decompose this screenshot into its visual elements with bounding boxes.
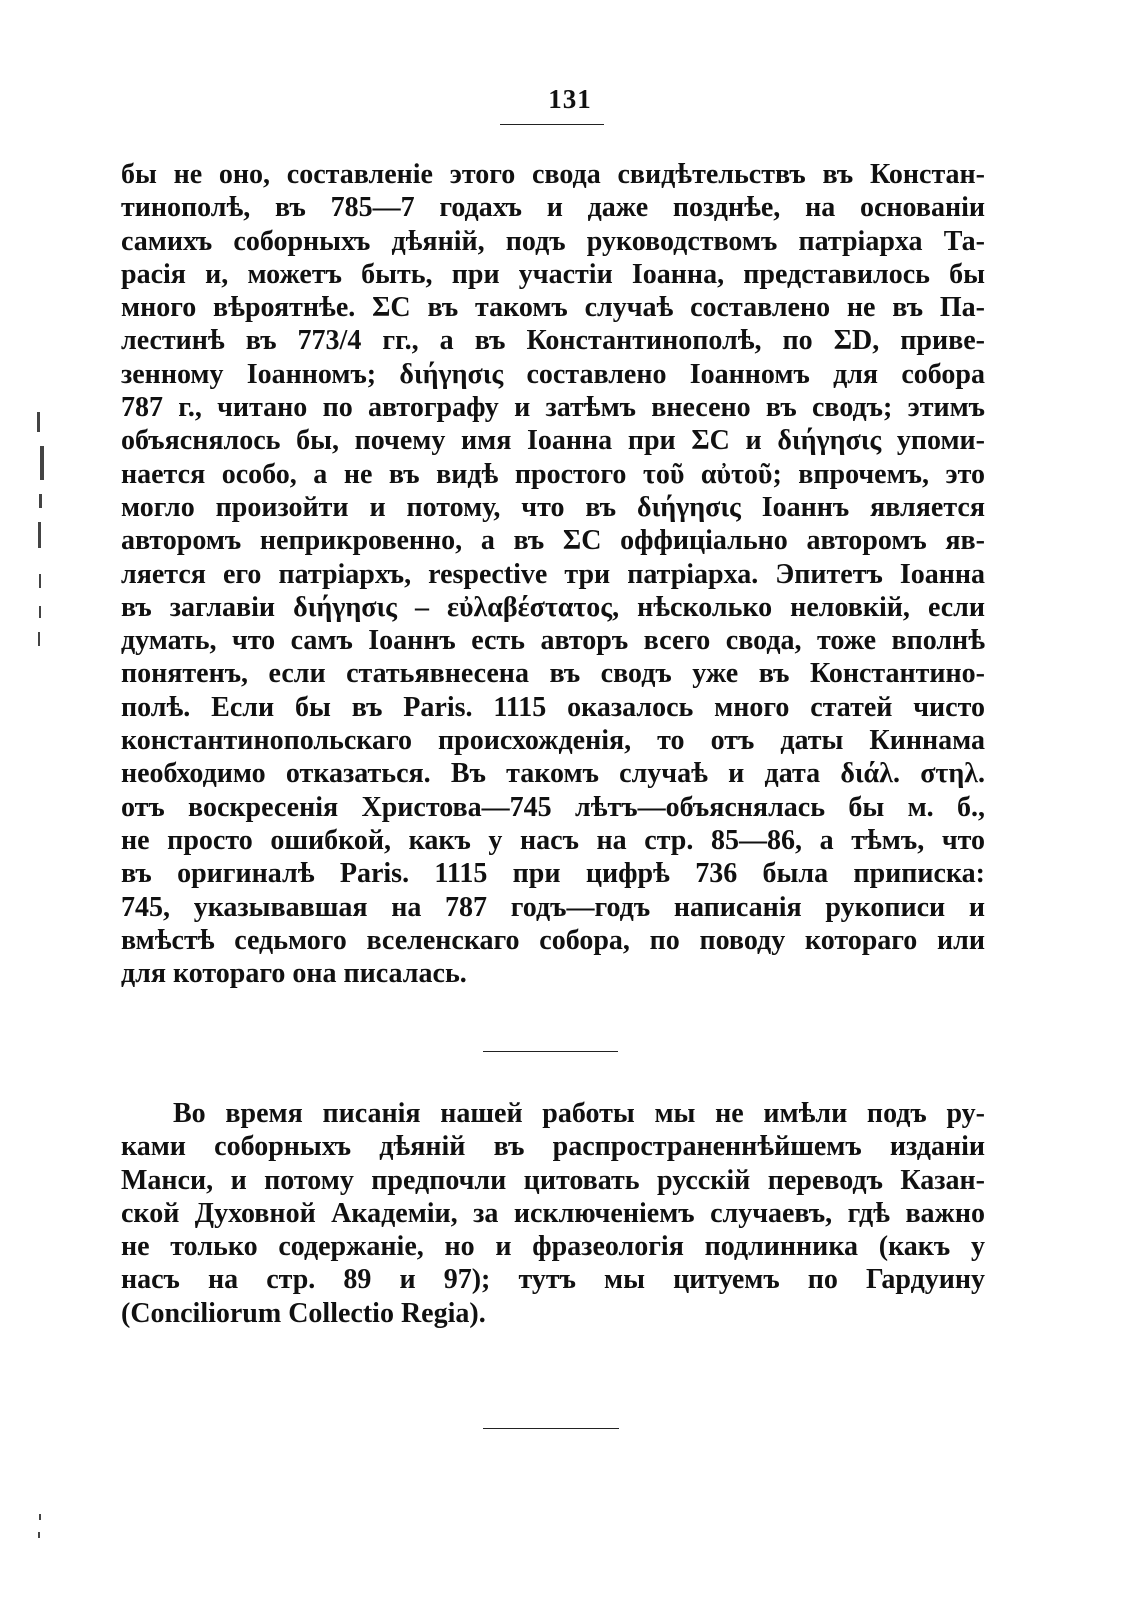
text-line: объяснялось бы, почему имя Іоанна при ΣC и διήγησις упоми- [121, 425, 985, 457]
text-line: въ оригиналѣ Paris. 1115 при цифрѣ 736 была приписка: [121, 858, 985, 890]
text-line: много вѣроятнѣе. ΣC въ такомъ случаѣ составлено не въ Па- [121, 292, 985, 324]
text-line: 787 г., читано по автографу и затѣмъ внесено въ сводъ; этимъ [121, 392, 985, 424]
text-line: для котораго она писалась. [121, 958, 467, 990]
text-line: нается особо, а не въ видѣ простого τοῦ αὐτοῦ; впрочемъ, это [121, 458, 985, 490]
margin-speck [39, 606, 41, 618]
end-divider [483, 1428, 619, 1429]
margin-speck [38, 1532, 40, 1538]
margin-speck [37, 412, 40, 432]
text-line: ляется его патріархъ, respective три патріарха. Эпитетъ Іоанна [121, 558, 985, 590]
text-line: зенному Іоанномъ; διήγησις составлено Іоанномъ для собора [121, 358, 985, 390]
text-line: Манси, и потому предпочли цитовать русскій переводъ Казан- [121, 1164, 985, 1196]
text-line: думать, что самъ Іоаннъ есть авторъ всего свода, тоже вполнѣ [121, 625, 985, 657]
paragraph-2 [121, 1097, 985, 1330]
text-line: могло произойти и потому, что въ διήγησις Іоаннъ является [121, 491, 985, 523]
text-line: тинополѣ, въ 785—7 годахъ и даже позднѣе, на основаніи [121, 192, 985, 224]
margin-speck [38, 522, 41, 548]
text-line: полѣ. Если бы въ Paris. 1115 оказалось много статей чисто [121, 691, 985, 723]
text-line: самихъ соборныхъ дѣяній, подъ руководствомъ патріарха Та- [121, 225, 985, 257]
text-line: авторомъ неприкровенно, а въ ΣC оффиціально авторомъ яв- [121, 525, 985, 557]
text-line: ками соборныхъ дѣяній въ распространеннѣйшемъ изданіи [121, 1131, 985, 1163]
text-line: необходимо отказаться. Въ такомъ случаѣ и дата διάλ. στηλ. [121, 758, 985, 790]
page-number-underline [500, 124, 604, 125]
text-line: понятенъ, если статьявнесена въ сводъ уже въ Константино- [121, 658, 985, 690]
margin-speck [39, 1514, 41, 1520]
text-line: въ заглавіи διήγησις – εὐλαβέστατος, нѣсколько неловкій, если [121, 591, 985, 623]
text-line: вмѣстѣ седьмого вселенскаго собора, по поводу котораго или [121, 924, 985, 956]
text-line: лестинѣ въ 773/4 гг., а въ Константинополѣ, по ΣD, приве- [121, 325, 985, 357]
text-line: не просто ошибкой, какъ у насъ на стр. 85—86, а тѣмъ, что [121, 824, 985, 856]
page-number: 131 [548, 84, 592, 114]
text-line: константинопольскаго происхожденія, то отъ даты Киннама [121, 725, 985, 757]
paragraph-1 [121, 158, 985, 990]
text-line: бы не оно, составленіе этого свода свидѣтельствъ въ Констан- [121, 159, 985, 190]
margin-speck [39, 494, 42, 508]
text-line: не только содержаніе, но и фразеологія подлинника (какъ у [121, 1231, 985, 1263]
text-line: расія и, можетъ быть, при участіи Іоанна, представилось бы [121, 258, 985, 290]
text-line: Во время писанія нашей работы мы не имѣли подъ ру- [173, 1098, 985, 1129]
section-divider [483, 1051, 618, 1052]
text-line: ской Духовной Академіи, за исключеніемъ случаевъ, гдѣ важно [121, 1197, 985, 1229]
margin-speck [39, 574, 41, 588]
text-line: отъ воскресенія Христова—745 лѣтъ—объяснялась бы м. б., [121, 791, 985, 823]
text-line: (Conciliorum Collectio Regia). [121, 1297, 486, 1329]
margin-speck [38, 632, 40, 646]
text-line: 745, указывавшая на 787 годъ—годъ написанія рукописи и [121, 891, 985, 923]
text-line: насъ на стр. 89 и 97); тутъ мы цитуемъ по Гардуину [121, 1264, 985, 1296]
margin-speck [40, 446, 44, 480]
